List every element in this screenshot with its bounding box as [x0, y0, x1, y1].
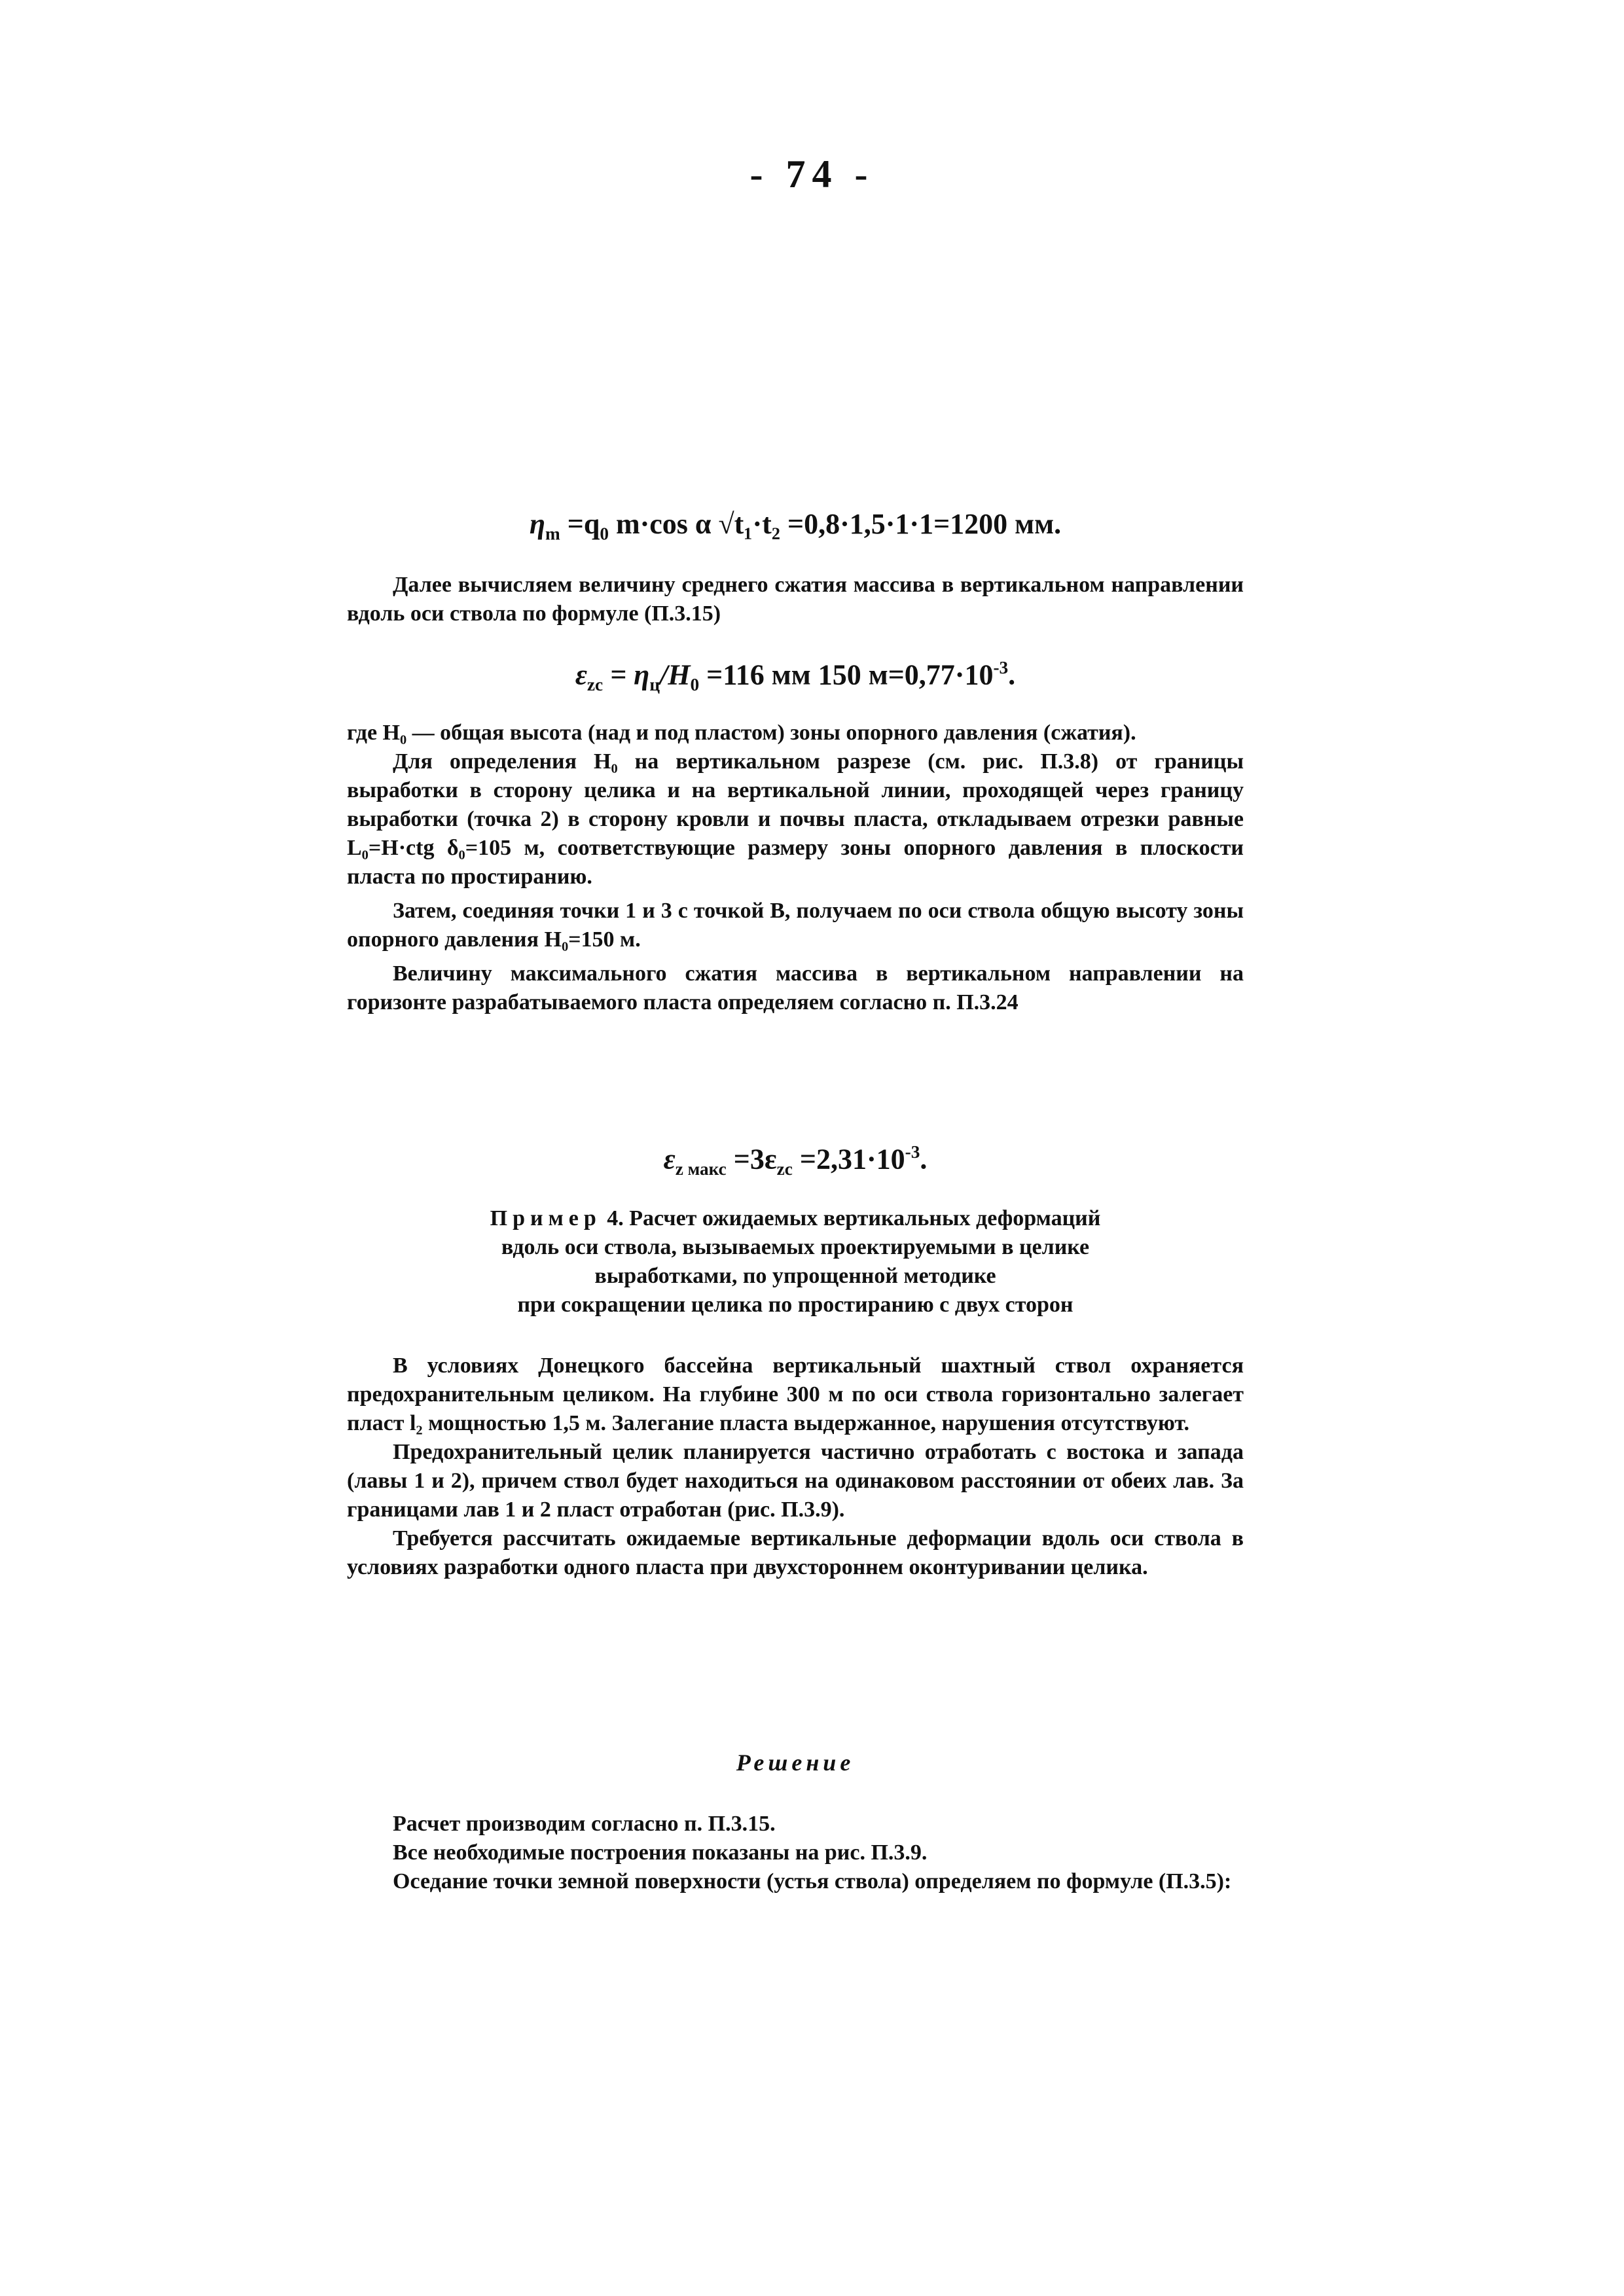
example-title-line-1: 4. Расчет ожидаемых вертикальных деформаций [601, 1206, 1101, 1230]
formula-epsilon-max-value: =2,31·10 [799, 1143, 905, 1175]
formula-epsilon-end: . [1008, 658, 1016, 691]
paragraph-requirement: Требуется рассчитать ожидаемые вертикальные деформации вдоль оси ствола в условиях разработки одного пласта при двухстороннем оконтуривании целика. [347, 1526, 1244, 1579]
formula-three-epsilon-subscript: zc [776, 1158, 793, 1179]
paragraph-subsidence: Оседание точки земной поверхности (устья ствола) определяем по формуле (П.3.5): [393, 1869, 1232, 1893]
formula-epsilon-exponent: -3 [993, 658, 1009, 677]
example-title-line-3: выработками, по упрощенной методике [594, 1264, 996, 1288]
formula-eta-subscript: m [545, 524, 560, 544]
example-heading [347, 1204, 1244, 1319]
formula-eta-m [347, 507, 1244, 545]
formula-epsilon-subscript: zc [586, 674, 604, 694]
paragraph-h0-definition: где H₀ — общая высота (над и под пластом) зоны опорного давления (сжатия). [347, 721, 1136, 745]
formula-q-subscript: 0 [600, 524, 609, 544]
paragraph-max-compression: Величину максимального сжатия массива в вертикальном направлении на горизонте разрабатываемого пласта определяем согласно п. П.3.24 [347, 961, 1244, 1014]
formula-eta-body: m·cos α √t₁·t₂ =0,8·1,5·1·1=1200 мм. [615, 508, 1062, 540]
example-title-line-4: при сокращении целика по простиранию с двух сторон [517, 1293, 1074, 1317]
paragraph-constructions: Все необходимые построения показаны на рис. П.3.9. [393, 1840, 928, 1865]
paragraph-conditions: В условиях Донецкого бассейна вертикальный шахтный ствол охраняется предохранительным целиком. На глубине 300 м по оси ствола горизонтально залегает пласт l₂ мощностью 1,5 м. Залегание пласта выдержанное, нарушения отсутствуют. [347, 1354, 1244, 1435]
paragraph-pillar-planning: Предохранительный целик планируется частично отработать с востока и запада (лавы 1 и 2), причем ствол будет находиться на одинаковом расстоянии от обеих лав. За границами лав 1 и 2 пласт отработан (рис. П.3.9). [347, 1440, 1244, 1522]
formula-eta-c-symbol: = η [610, 658, 650, 691]
paragraph-calculation-basis: Расчет производим согласно п. П.3.15. [393, 1812, 776, 1836]
formula-epsilon-max-exponent: -3 [905, 1142, 920, 1162]
formula-three-epsilon: =3ε [733, 1143, 777, 1175]
page-number: - 74 - [749, 152, 875, 196]
formula-epsilon-value: =116 мм 150 м=0,77·10 [706, 658, 994, 691]
solution-heading: Решение [736, 1749, 855, 1776]
formula-eta-c-subscript: ц [649, 674, 660, 694]
formula-epsilon-symbol: ε [575, 658, 587, 691]
formula-h0-symbol: /H [660, 658, 691, 691]
formula-epsilon-max-symbol: ε [663, 1143, 676, 1175]
formula-eta-symbol: η [529, 508, 546, 540]
example-label: Пример [490, 1206, 602, 1230]
formula-epsilon-zc [347, 658, 1244, 695]
formula-q-symbol: =q [567, 508, 600, 540]
formula-epsilon-max-end: . [920, 1143, 928, 1175]
paragraph-h0-determination: Для определения H₀ на вертикальном разрезе (см. рис. П.3.8) от границы выработки в сторону целика и на вертикальной линии, проходящей через границу выработки (точка 2) в сторону кровли и почвы пласта, откладываем отрезки равные L₀=H·ctg δ₀=105 м, соответствующие размеру зоны опорного давления в плоскости пласта по простиранию. [347, 749, 1244, 889]
example-title-line-2: вдоль оси ствола, вызываемых проектируемыми в целике [501, 1235, 1090, 1259]
formula-h0-subscript: 0 [690, 674, 700, 694]
formula-epsilon-max-subscript: z макс [675, 1158, 727, 1179]
paragraph-average-compression: Далее вычисляем величину среднего сжатия массива в вертикальном направлении вдоль оси ствола по формуле (П.3.15) [347, 573, 1244, 626]
paragraph-connect-points: Затем, соединяя точки 1 и 3 с точкой B, получаем по оси ствола общую высоту зоны опорного давления H₀=150 м. [347, 899, 1244, 952]
formula-epsilon-max [347, 1142, 1244, 1179]
